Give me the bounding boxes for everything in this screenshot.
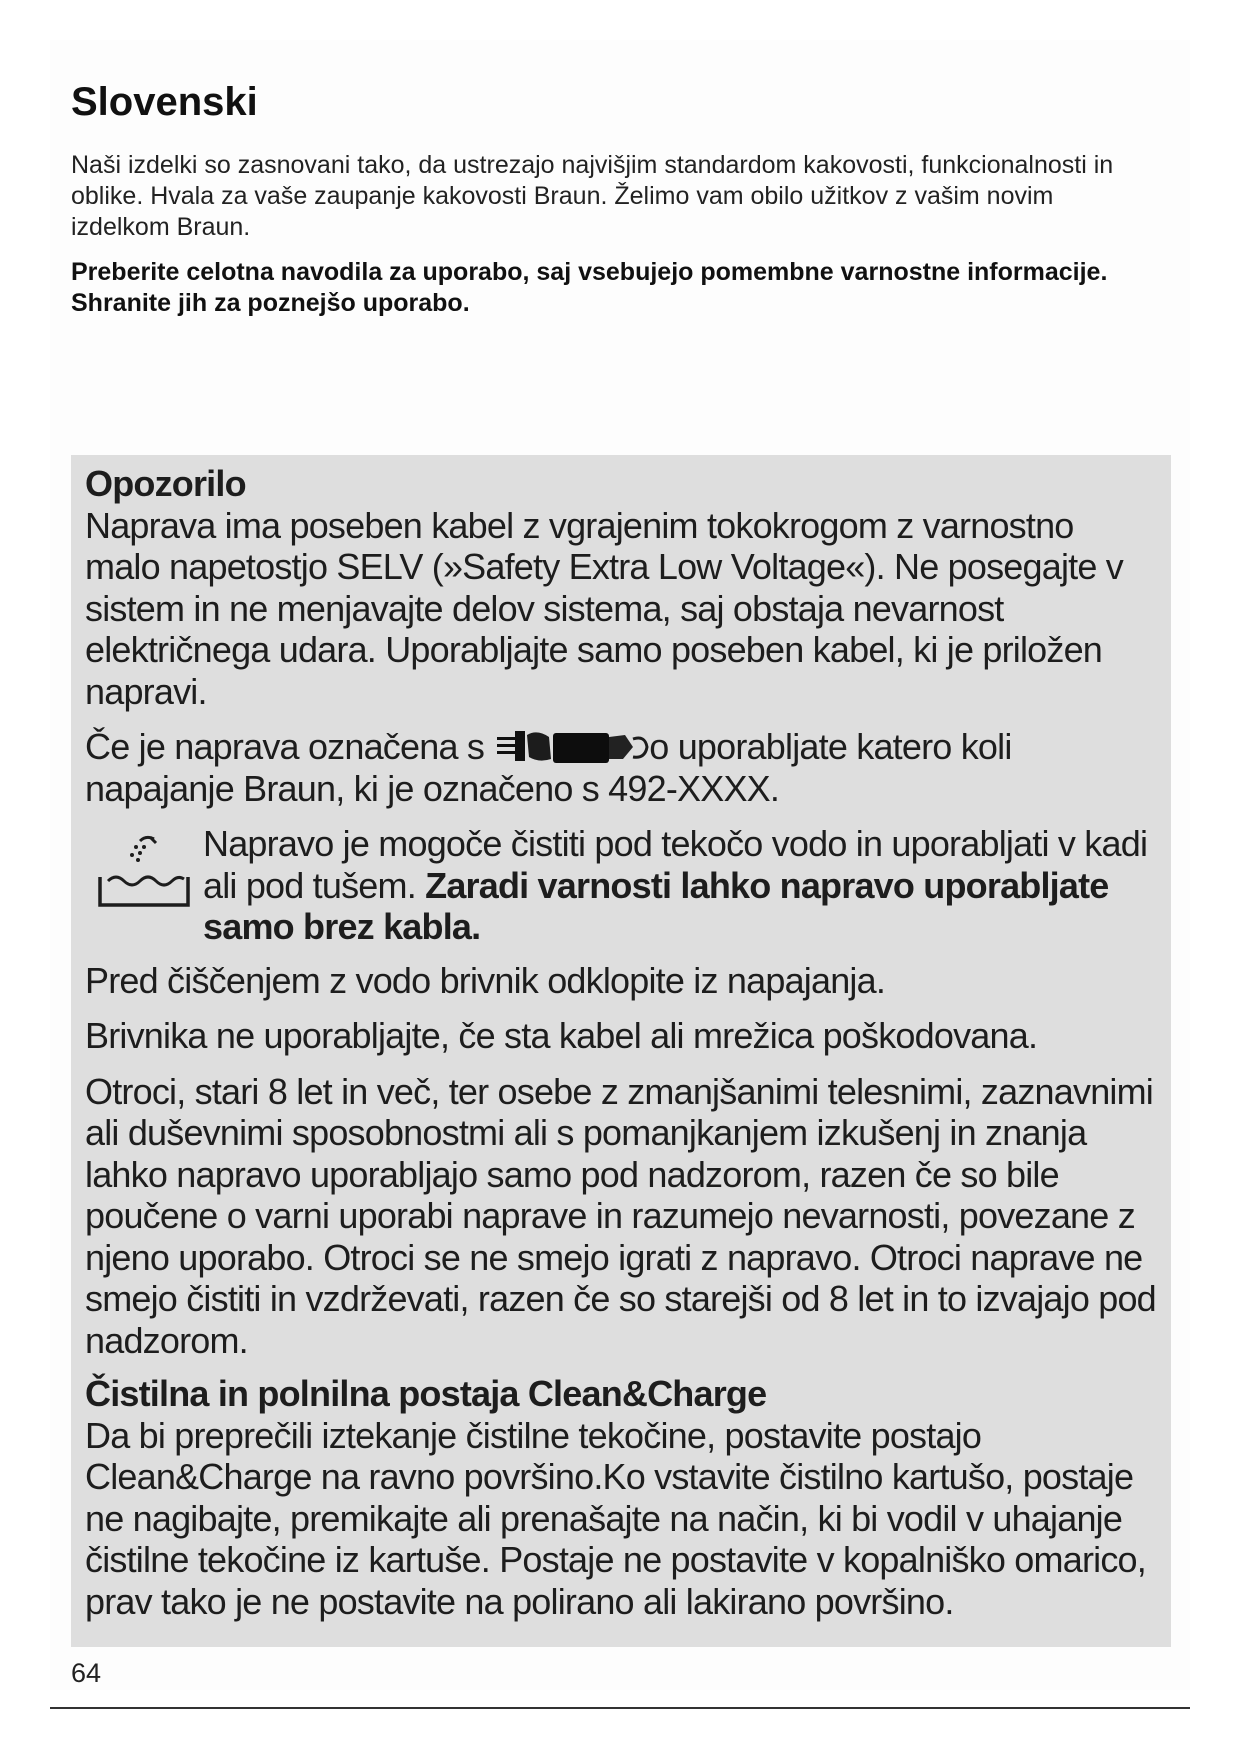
power-supply-text-after: o uporabljate katero koli napajanje Braun, ki je označeno s 492-XXXX. (85, 726, 1012, 809)
page-title: Slovenski (71, 80, 258, 124)
warning-paragraph-children: Otroci, stari 8 let in več, ter osebe z zmanjšanimi telesnimi, zaznavnimi ali duševnimi sposobnostmi ali s pomanjkanjem izkušenj in znanja lahko napravo uporabljajo samo pod nadzorom, razen če so bile poučene o varni uporabi naprave in razumejo nevarnosti, povezane z njeno uporabo. Otroci se ne smejo igrati z napravo. Otroci naprave ne smejo čistiti in vzdrževati, razen če so starejši od 8 let in to izvajajo pod nadzorom. (85, 1070, 1156, 1361)
shower-usage-row (85, 823, 1157, 948)
shower-bath-icon (85, 827, 203, 917)
power-supply-text-before: Če je naprava označena s (85, 726, 485, 767)
page-number: 64 (71, 1658, 102, 1688)
intro-paragraph: Naši izdelki so zasnovani tako, da ustrezajo najvišjim standardom kakovosti, funkcionalnosti in oblike. Hvala za vaše zaupanje kakovosti Braun. Želimo vam obilo užitkov z vašim novim izdelkom Braun. (71, 151, 1114, 241)
shower-usage-text (203, 823, 1157, 948)
redacted-symbol-icon (493, 729, 649, 763)
shower-text-normal: Napravo je mogoče čistiti pod tekočo vodo in uporabljati v kadi ali pod tušem. (203, 823, 1148, 906)
clean-charge-heading: Čistilna in polnilna postaja Clean&Charge (85, 1373, 767, 1414)
footer-divider (50, 1707, 1190, 1709)
shower-text-bold: Zaradi varnosti lahko napravo uporabljate samo brez kabla. (203, 864, 1109, 947)
warning-paragraph-clean-charge: Da bi preprečili iztekanje čistilne tekočine, postavite postajo Clean&Charge na ravno površino.Ko vstavite čistilno kartušo, postaje ne nagibajte, premikajte ali prenašajte na način, ki bi vodil v uhajanje čistilne tekočine iz kartuše. Postaje ne postavite v kopalniško omarico, prav tako je ne postavite na polirano ali lakirano površino. (85, 1414, 1146, 1622)
warning-box (71, 455, 1171, 1647)
warning-heading: Opozorilo (85, 463, 246, 504)
warning-paragraph-unplug: Pred čiščenjem z vodo brivnik odklopite iz napajanja. (85, 959, 886, 1001)
warning-paragraph-power-supply (85, 726, 1157, 809)
warning-paragraph-selv: Naprava ima poseben kabel z vgrajenim tokokrogom z varnostno malo napetostjo SELV (»Safety Extra Low Voltage«). Ne posegajte v sistem in ne menjavajte delov sistema, saj obstaja nevarnost električnega udara. Uporabljajte samo poseben kabel, ki je priložen napravi. (85, 504, 1123, 712)
warning-paragraph-damaged: Brivnika ne uporabljajte, če sta kabel ali mrežica poškodovana. (85, 1015, 1038, 1056)
intro-bold-paragraph: Preberite celotna navodila za uporabo, saj vsebujejo pomembne varnostne informacije. Shranite jih za poznejšo uporabo. (71, 258, 1108, 317)
